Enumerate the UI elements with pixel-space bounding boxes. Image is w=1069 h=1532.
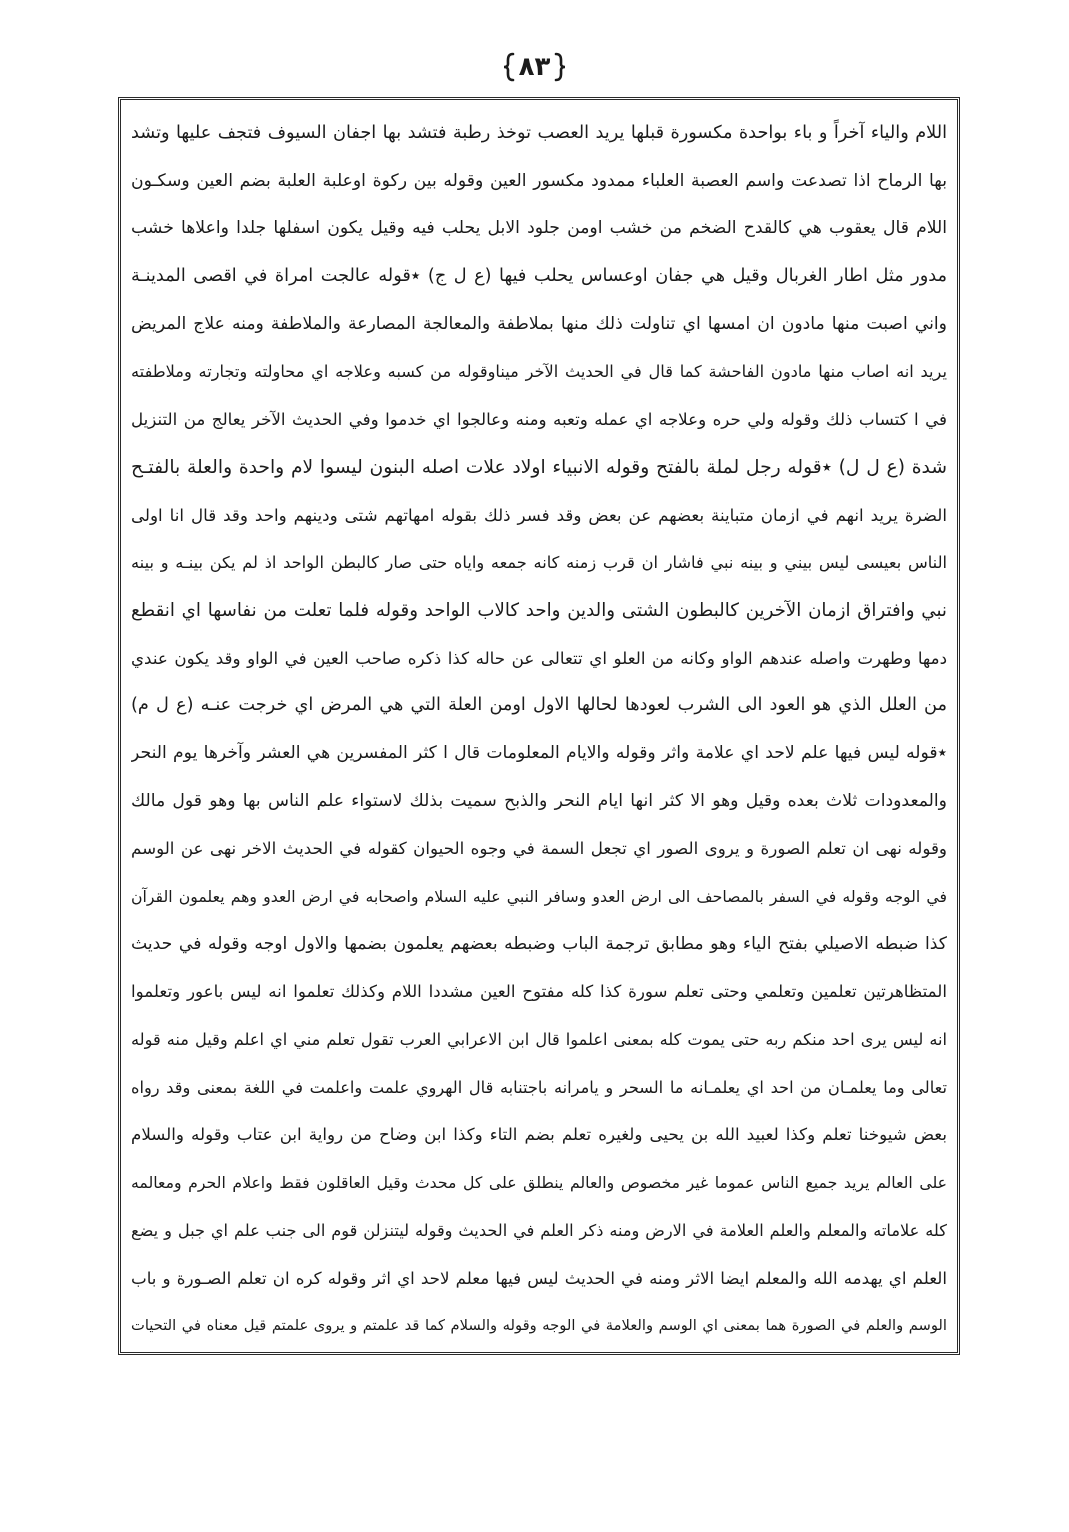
text-line: مدور مثل اطار الغربال وقيل هي جفان اوعساس يحلب فيها (ع ل ج) ٭قوله عالجت امراة في اقصى المدينـة [131,266,947,287]
text-line: دمها وطهرت واصله عندهم الواو وكانه من العلو اي تتعالى عن حاله كذا ذكره صاحب العين في الواو وقد يكون عندي [131,647,947,668]
text-line: اللام والياء آخراً و باء بواحدة مكسورة قبلها يريد العصب توخذ رطبة فتشد بها اجفان السيوف فتجف عليها وتشد [131,123,947,143]
text-line: نبي وافتراق ازمان الآخرين كالبطون الشتى والدين واحد كالاب الواحد وقوله فلما تعلت من نفاسها اي انقطع [131,599,947,621]
text-line: في ا كتساب ذلك وقوله ولي حره وعلاجه اي عمله وتعبه ومنه وعالجوا اي خدموا وفي الحديث الآخر يعالج من التنزيل [131,409,947,430]
text-line: ٭قوله ليس فيها علم لاحد اي علامة واثر وقوله والايام المعلومات قال ا كثر المفسرين هي العشر وآخرها يوم النحر [131,742,947,763]
text-line: في الوجه وقوله في السفر بالمصاحف الى ارض العدو وسافر النبي عليه السلام واصحابه في ارض العدو وهم يعلمون القرآن [131,887,947,906]
text-line: الضرة يريد انهم في ازمان متباينة بعضهم عن بعض وقد فسر ذلك بقوله امهاتهم شتى ودينهم واحد وقد قال انا اولى [131,504,947,525]
text-line: من العلل الذي هو العود الى الشرب لعودها لحالها الاول اومن العلة التي هي المرض اي خرجت عنـه (ع ل م) [131,695,947,716]
text-line: تعالى وما يعلمـان من احد اي يعلمـانه ما السحر و يامرانه باجتنابه قال الهروي علمت واعلمت في اللغة بمعنى وقد رواه [131,1077,947,1097]
text-line: على العالم يريد جميع الناس عموما غير مخصوص والعالم ينطلق على كل محدث وقيل العاقلون فقط واعلام الحرم ومعالمه [131,1173,947,1193]
text-line: بعض شيوخنا تعلم وكذا لعبيد الله بن يحيى ولغيره تعلم بضم التاء وكذا ابن وضاح من رواية ابن عتاب وقوله والسلام [131,1124,947,1145]
text-line: المتظاهرتين تعلمين وتعلمي وحتى تعلم سورة كذا كله مفتوح العين مشددا اللام وكذلك تعلموا انه ليس باعور وتعلموا [131,981,947,1002]
text-line: يريد انه اصاب منها مادون الفاحشة كما قال في الحديث الآخر ميناوقوله من كسبه وعلاجه اي محاولته وتجارته وملاطفته [131,362,947,382]
text-line: وقوله نهى ان تعلم الصورة و يروى الصور اي تجعل السمة في وجوه الحيوان كقوله في الحديث الاخر نهى عن الوسم [131,838,947,859]
text-line: الناس بعيسى ليس بيني و بينه نبي فاشار ان قرب زمنه كانه جمعه واياه حتى صار كالبطن الواحد اذ لم يكن بينـه و بينه [131,553,947,573]
page-number-right-ornament [553,52,567,82]
text-line: كذا ضبطه الاصيلي بفتح الياء وهو مطابق ترجمة الباب وضبطه بعضهم يعلمون بضمها والاول اوجه وقوله في حديث [131,933,947,954]
text-line: شدة (ع ل ل) ٭قوله رجل لملة بالفتح وقوله الانبياء اولاد علات اصله البنون ليسوا لام واحدة والعلة بالفتـح [131,456,947,478]
page-number-left-ornament [502,52,516,82]
text-line: انه ليس يرى احد منكم ربه حتى يموت كله بمعنى اعلموا قال ابن الاعرابي العرب تقول تعلم مني اي اعلم وقيل منه قوله [131,1030,947,1050]
text-line: بها الرماح اذا تصدعت واسم العصبة العلباء ممدود مكسور العين وقوله بين ركوة اوعلبة العلبة بضم العين وسكـون [131,170,947,191]
text-line: كله علاماته والمعلم والعلم العلامة في الارض ومنه ذكر العلم في الحديث وقوله ليتنزلن قوم الى جنب علم اي جبل و يضع [131,1220,947,1240]
page-number-value: ٨٣ [518,52,551,82]
text-line: والمعدودات ثلاث بعده وقيل وهو الا كثر انها ايام النحر والذبح سميت بذلك لاستواء علم الناس بها وهو قول مالك [131,790,947,811]
text-line: العلم اي يهدمه الله والمعلم ايضا الاثر ومنه في الحديث ليس فيها معلم لاحد اي اثر وقوله كره ان تعلم الصـورة و باب [131,1267,947,1288]
body-text [131,110,947,1346]
text-line: واني اصبت منها مادون ان امسها اي تناولت ذلك منها بملاطفة والمعالجة المصارعة والملاطفة ومنه علاج المريض [131,313,947,334]
text-frame [118,97,960,1355]
text-line: الوسم والعلم في الصورة هما بمعنى اي الوسم والعلامة في الوجه وقوله والسلام كما قد علمتم و يروى علمتم قيل معناه في التحيات [131,1317,947,1335]
page-number [0,52,1069,82]
text-line: اللام قال يعقوب هي كالقدح الضخم من خشب اومن جلود الابل يحلب فيه وقيل يكون اسفلها جلدا واعلاها خشب [131,218,947,239]
